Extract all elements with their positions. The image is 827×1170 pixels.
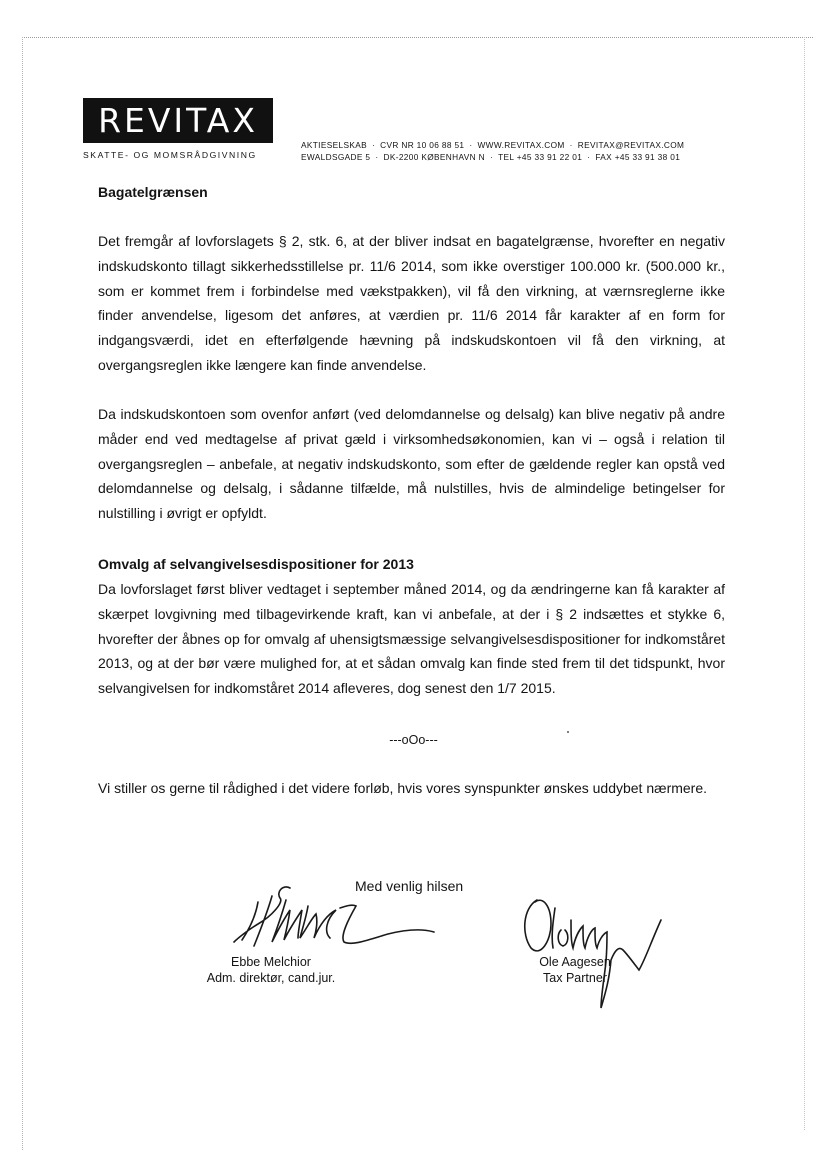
contact-city: DK-2200 KØBENHAVN N (383, 152, 485, 162)
scan-edge-right (804, 37, 805, 1130)
contact-company-type: AKTIESELSKAB (301, 140, 367, 150)
contact-website: WWW.REVITAX.COM (477, 140, 565, 150)
separator: · (372, 140, 376, 150)
contact-line-2 (301, 152, 680, 162)
signature-ebbe-melchior (228, 880, 448, 960)
section-divider: ---oOo--- (389, 733, 438, 747)
separator: · (569, 140, 573, 150)
signer-block-1 (196, 954, 346, 986)
section-heading-bagatelgraensen: Bagatelgrænsen (98, 184, 208, 200)
greeting: Med venlig hilsen (355, 878, 464, 894)
scan-edge-left (22, 37, 23, 1150)
paragraph-indskudskonto: Da indskudskontoen som ovenfor anført (ved delomdannelse og delsalg) kan blive negativ på andre måder end ved medtagelse af privat gæld i virksomhedsøkonomien, kan vi – også i relation til overgangsreglen – anbefale, at negativ indskudskonto, som efter de gældende regler kan opstå ved delomdannelse og delsalg, i sådanne tilfælde, må nulstilles, hvis de almindelige betingelser for nulstilling i øvrigt er opfyldt. (98, 406, 725, 522)
signer-name: Ebbe Melchior (231, 955, 311, 969)
signer-title: Adm. direktør, cand.jur. (206, 971, 336, 985)
contact-phone: TEL +45 33 91 22 01 (498, 152, 583, 162)
paragraph-bagatelgraense: Det fremgår af lovforslagets § 2, stk. 6, at der bliver indsat en bagatelgrænse, hvorefter en negativ indskudskonto tillagt sikkerhedsstillelse pr. 11/6 2014, som ikke overstiger 100.000 kr. (500.000 kr., som er kommet frem i forbindelse med vækstpakken), vil få den virkning, at værnsreglerne ikke finder anvendelse, ligesom det anføres, at værdien pr. 11/6 2014 får karakter af en form for indgangsværdi, idet en efterfølgende hævning på indskudskontoen vil få den virkning, at overgangsreglen ikke længere kan finde anvendelse. (98, 233, 725, 373)
contact-email: REVITAX@REVITAX.COM (577, 140, 685, 150)
signer-name: Ole Aagesen (539, 955, 611, 969)
signer-title: Tax Partner (543, 971, 607, 985)
separator: · (489, 152, 494, 162)
separator: · (587, 152, 591, 162)
signer-block-2 (500, 954, 650, 986)
separator: · (469, 140, 473, 150)
company-logo (83, 98, 273, 143)
contact-street: EWALDSGADE 5 (301, 152, 371, 162)
contact-line-1 (301, 140, 684, 150)
scan-speck (567, 731, 569, 733)
contact-cvr: CVR NR 10 06 88 51 (380, 140, 465, 150)
separator: · (375, 152, 379, 162)
closing-sentence: Vi stiller os gerne til rådighed i det videre forløb, hvis vores synspunkter ønskes uddybet nærmere. (98, 780, 708, 796)
contact-fax: FAX +45 33 91 38 01 (595, 152, 681, 162)
scan-edge-top (22, 37, 813, 38)
paragraph-omvalg: Da lovforslaget først bliver vedtaget i september måned 2014, og da ændringerne kan få karakter af skærpet lovgivning med tilbagevirkende kraft, kan vi anbefale, at der i § 2 indsættes et stykke 6, hvorefter der åbnes op for omvalg af uhensigtsmæssige selvangivelsesdispositioner for indkomståret 2013, og at der bør være mulighed for, at et sådan omvalg kan finde sted frem til det tidspunkt, hvor selvangivelsen for indkomståret 2014 afleveres, dog senest den 1/7 2015. (98, 581, 725, 697)
section-heading-omvalg: Omvalg af selvangivelsesdispositioner for 2013 (98, 556, 414, 572)
logo-text: REVITAX (98, 101, 258, 140)
logo-tagline: SKATTE- OG MOMSRÅDGIVNING (83, 150, 257, 160)
